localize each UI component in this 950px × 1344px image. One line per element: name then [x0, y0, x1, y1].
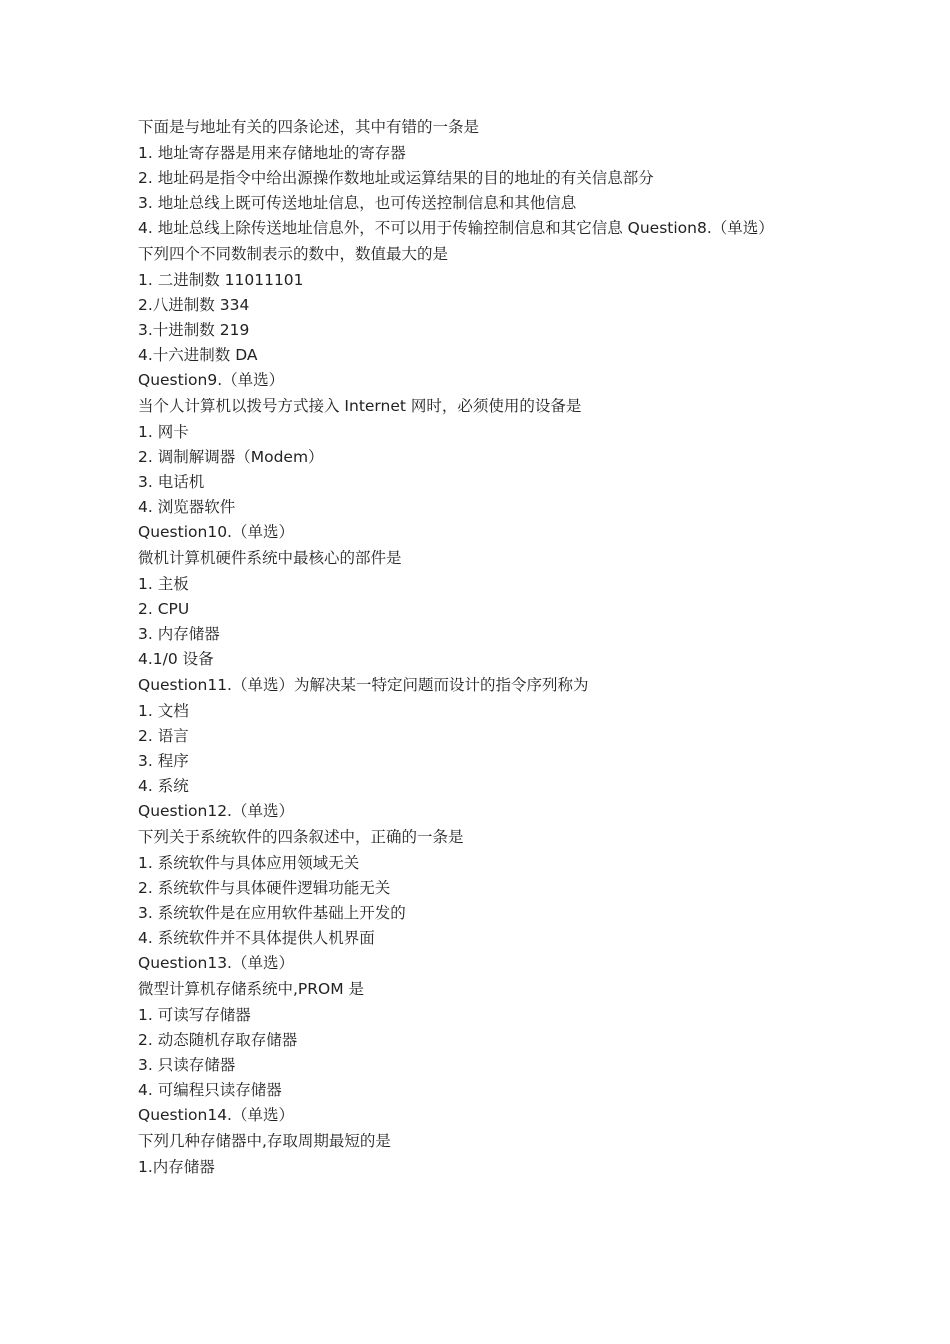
- document-body: [138, 114, 798, 1180]
- question-stem: 下列四个不同数制表示的数中，数值最大的是: [138, 245, 449, 263]
- option: 4. 系统: [138, 777, 189, 795]
- question-stem: 下列关于系统软件的四条叙述中，正确的一条是: [138, 828, 464, 846]
- option: 1. 文档: [138, 702, 189, 720]
- option: 2. 语言: [138, 727, 189, 745]
- question-heading: Question14.（单选）: [138, 1106, 294, 1124]
- question-stem: 微机计算机硬件系统中最核心的部件是: [138, 549, 402, 567]
- option: 1. 地址寄存器是用来存储地址的寄存器: [138, 144, 406, 162]
- option: 1. 系统软件与具体应用领域无关: [138, 854, 360, 872]
- option: 3. 系统软件是在应用软件基础上开发的: [138, 904, 406, 922]
- option: 3. 程序: [138, 752, 189, 770]
- option: 2.八进制数 334: [138, 296, 250, 314]
- option: 1. 二进制数 11011101: [138, 271, 304, 289]
- question-stem: 下面是与地址有关的四条论述，其中有错的一条是: [138, 118, 480, 136]
- question-heading: Question11.（单选）为解决某一特定问题而设计的指令序列称为: [138, 676, 589, 694]
- question-heading: Question9.（单选）: [138, 371, 285, 389]
- option: 3. 地址总线上既可传送地址信息，也可传送控制信息和其他信息: [138, 194, 577, 212]
- option: 4. 可编程只读存储器: [138, 1081, 282, 1099]
- option: 1. 主板: [138, 575, 189, 593]
- option: 3. 电话机: [138, 473, 205, 491]
- question-heading: Question13.（单选）: [138, 954, 294, 972]
- option: 4.十六进制数 DA: [138, 346, 258, 364]
- option: 4. 地址总线上除传送地址信息外，不可以用于传输控制信息和其它信息 Question8.（单选）: [138, 219, 774, 237]
- option: 2. 调制解调器（Modem）: [138, 448, 324, 466]
- question-heading: Question10.（单选）: [138, 523, 294, 541]
- option: 1. 可读写存储器: [138, 1006, 251, 1024]
- option: 2. CPU: [138, 600, 190, 618]
- option: 4.1/0 设备: [138, 650, 214, 668]
- option: 1.内存储器: [138, 1158, 215, 1176]
- option: 3. 内存储器: [138, 625, 220, 643]
- question-stem: 下列几种存储器中,存取周期最短的是: [138, 1132, 391, 1150]
- option: 3.十进制数 219: [138, 321, 250, 339]
- option: 2. 动态随机存取存储器: [138, 1031, 298, 1049]
- option: 4. 系统软件并不具体提供人机界面: [138, 929, 375, 947]
- option: 1. 网卡: [138, 423, 189, 441]
- option: 2. 系统软件与具体硬件逻辑功能无关: [138, 879, 391, 897]
- option: 4. 浏览器软件: [138, 498, 236, 516]
- option: 3. 只读存储器: [138, 1056, 236, 1074]
- option: 2. 地址码是指令中给出源操作数地址或运算结果的目的地址的有关信息部分: [138, 169, 654, 187]
- question-stem: 当个人计算机以拨号方式接入 Internet 网时，必须使用的设备是: [138, 397, 582, 415]
- question-stem: 微型计算机存储系统中,PROM 是: [138, 980, 365, 998]
- question-heading: Question12.（单选）: [138, 802, 294, 820]
